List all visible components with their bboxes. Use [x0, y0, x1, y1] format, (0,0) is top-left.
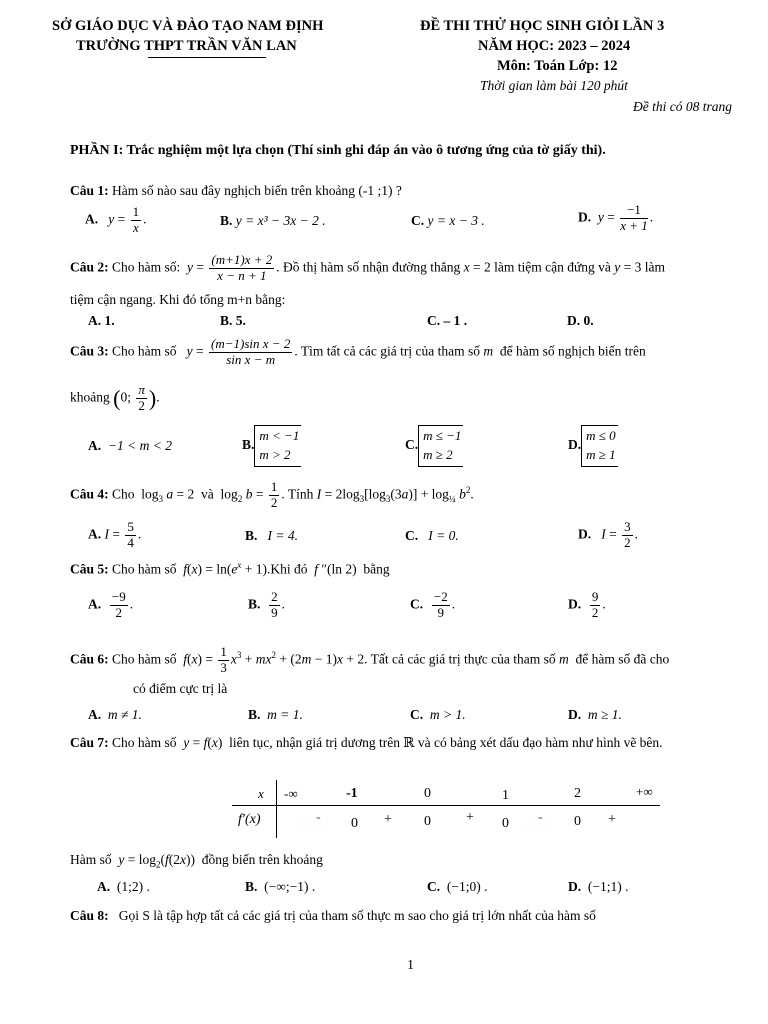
- q7-option-c: C. (−1;0) .: [427, 879, 488, 894]
- q1-option-b: [220, 213, 326, 229]
- question-2: Câu 2: Cho hàm số: y = $\frac{(m+1)x + 2}{x - n + 1}$ . Đồ thị hàm số nhận đường thẳng x = 2 làm tiệm cận đứng và y = 3 làm: [70, 252, 665, 283]
- question-8: [70, 908, 596, 924]
- header-school-year: NĂM HỌC: 2023 – 2024: [478, 38, 631, 54]
- header-underline: [148, 57, 266, 58]
- question-text: làm tiệm cận đứng và: [494, 259, 611, 275]
- q6-option-d: D. m ≥ 1.: [568, 707, 622, 722]
- question-6: Câu 6: Cho hàm số f(x) = $\frac{1}{3}$ $x^3 + mx^2 + (2m - 1)x + 2$. Tất cả các giá trị thực của tham số m để hàm số đã cho: [70, 644, 670, 675]
- q6-option-b: B. m = 1.: [248, 707, 303, 722]
- question-4: Câu 4: Cho $\log_3 a = 2$ và $\log_2 b$ = $\frac{1}{2}$ . Tính $I = 2\log_3[\log_3(3a)] + \log_{\frac{1}{4}} b^2$.: [70, 479, 474, 510]
- question-text: . Tìm tất cả các giá trị của tham số: [294, 343, 481, 359]
- q2-option-a: A. 1.: [88, 313, 115, 328]
- section-title: PHẦN I: Trắc nghiệm một lựa chọn (Thí sinh ghi đáp án vào ô tương ứng của tờ giấy thi).: [70, 143, 606, 158]
- q2-option-d: D. 0.: [567, 313, 594, 328]
- question-6-cont: có điểm cực trị là: [133, 681, 228, 696]
- sign-table: x -∞ -1 0 1 2 +∞ f′(x) - 0 + 0 + 0 - 0 +: [232, 780, 660, 838]
- q7-option-d: D. (−1;1) .: [568, 879, 629, 894]
- question-text: làm: [644, 259, 665, 275]
- question-7: Câu 7: Cho hàm số y = f(x) liên tục, nhận giá trị dương trên ℝ và có bảng xét dấu đạo hàm như hình vẽ bên.: [70, 735, 663, 750]
- q5-option-b: B. $\frac{2}{9}$ .: [248, 589, 286, 620]
- question-7-cont: Hàm số $y = \log_2(f(2x))$ đồng biến trên khoảng: [70, 852, 323, 870]
- question-label: Câu 6:: [70, 651, 109, 667]
- question-2-cont: tiệm cận ngang. Khi đó tổng m+n bằng:: [70, 292, 286, 307]
- question-label: Câu 5:: [70, 561, 109, 577]
- question-label: Câu 7:: [70, 735, 109, 750]
- option-label: A.: [85, 211, 99, 227]
- header-school: TRƯỜNG THPT TRẦN VĂN LAN: [76, 38, 297, 54]
- q1-option-c: [411, 213, 485, 229]
- question-label: Câu 1:: [70, 183, 109, 198]
- q4-option-d: D. I = $\frac{3}{2}$ .: [578, 519, 638, 550]
- question-text: Gọi S là tập hợp tất cả các giá trị của tham số thực m sao cho giá trị lớn nhất của hàm số: [118, 908, 596, 923]
- q6-option-c: C. m > 1.: [410, 707, 466, 722]
- q5-option-d: D. $\frac{9}{2}$ .: [568, 589, 606, 620]
- option-label: C.: [411, 213, 425, 228]
- q3-option-d: D.m ≤ 0 m ≥ 1: [568, 425, 618, 467]
- q6-option-a: A. m ≠ 1.: [88, 707, 142, 722]
- question-text: Cho hàm số: [112, 343, 177, 359]
- question-3: Câu 3: Cho hàm số y = $\frac{\text{(m−1)sin x − 2}}{\text{sin x − m}}$ . Tìm tất cả các giá trị của tham số m để hàm số nghịch biến trên: [70, 336, 646, 367]
- q3-option-c: C.m ≤ −1 m ≥ 2: [405, 425, 463, 467]
- q4-option-a: A. I = $\frac{5}{4}$ .: [88, 519, 142, 550]
- header-time: Thời gian làm bài 120 phút: [480, 78, 628, 93]
- q3-option-a: A. −1 < m < 2: [88, 438, 172, 453]
- page-number: 1: [407, 958, 414, 973]
- q4-option-b: B. I = 4.: [245, 528, 298, 543]
- header-department: SỞ GIÁO DỤC VÀ ĐÀO TẠO NAM ĐỊNH: [52, 18, 324, 34]
- q4-option-c: C. I = 0.: [405, 528, 459, 543]
- q7-option-a: A. (1;2) .: [97, 879, 150, 894]
- option-expr: y = x − 3 .: [427, 213, 485, 228]
- question-text: . Đồ thị hàm số nhận đường thẳng: [276, 259, 461, 275]
- question-label: Câu 8:: [70, 908, 109, 923]
- q1-option-d: D. y = $\frac{-1}{x + 1}$ .: [578, 202, 654, 233]
- q1-option-a: A. y = $\frac{1}{x}$ .: [85, 204, 147, 235]
- option-label: D.: [578, 209, 592, 225]
- question-label: Câu 3:: [70, 343, 109, 359]
- question-label: Câu 2:: [70, 259, 109, 275]
- q5-option-a: A. $\frac{-9}{2}$ .: [88, 589, 134, 620]
- header-subject: Môn: Toán Lớp: 12: [497, 58, 618, 74]
- question-3-cont: khoảng (0; $\frac{\pi}{2}$ ).: [70, 382, 160, 413]
- question-1: [70, 183, 402, 199]
- q2-option-b: B. 5.: [220, 313, 246, 328]
- header-pages: Đề thi có 08 trang: [633, 99, 732, 114]
- q5-option-c: C. $\frac{-2}{9}$ .: [410, 589, 456, 620]
- option-label: B.: [220, 213, 233, 228]
- q3-option-b: B.m < −1 m > 2: [242, 425, 301, 467]
- question-text: Hàm số nào sau đây nghịch biến trên khoảng (-1 ;1) ?: [112, 183, 402, 198]
- question-label: Câu 4:: [70, 486, 109, 502]
- option-expr: y = x³ − 3x − 2 .: [235, 213, 326, 228]
- q7-option-b: B. (−∞;−1) .: [245, 879, 316, 894]
- q2-option-c: C. – 1 .: [427, 313, 468, 328]
- header-exam-title: ĐỀ THI THỬ HỌC SINH GIỎI LẦN 3: [420, 18, 665, 34]
- question-5: Câu 5: Cho hàm số $f(x) = \ln(e^x + 1).Khi$ đó f ″(ln 2) bằng: [70, 560, 390, 577]
- question-text: để hàm số nghịch biến trên: [499, 343, 646, 359]
- question-text: Cho hàm số:: [112, 259, 181, 275]
